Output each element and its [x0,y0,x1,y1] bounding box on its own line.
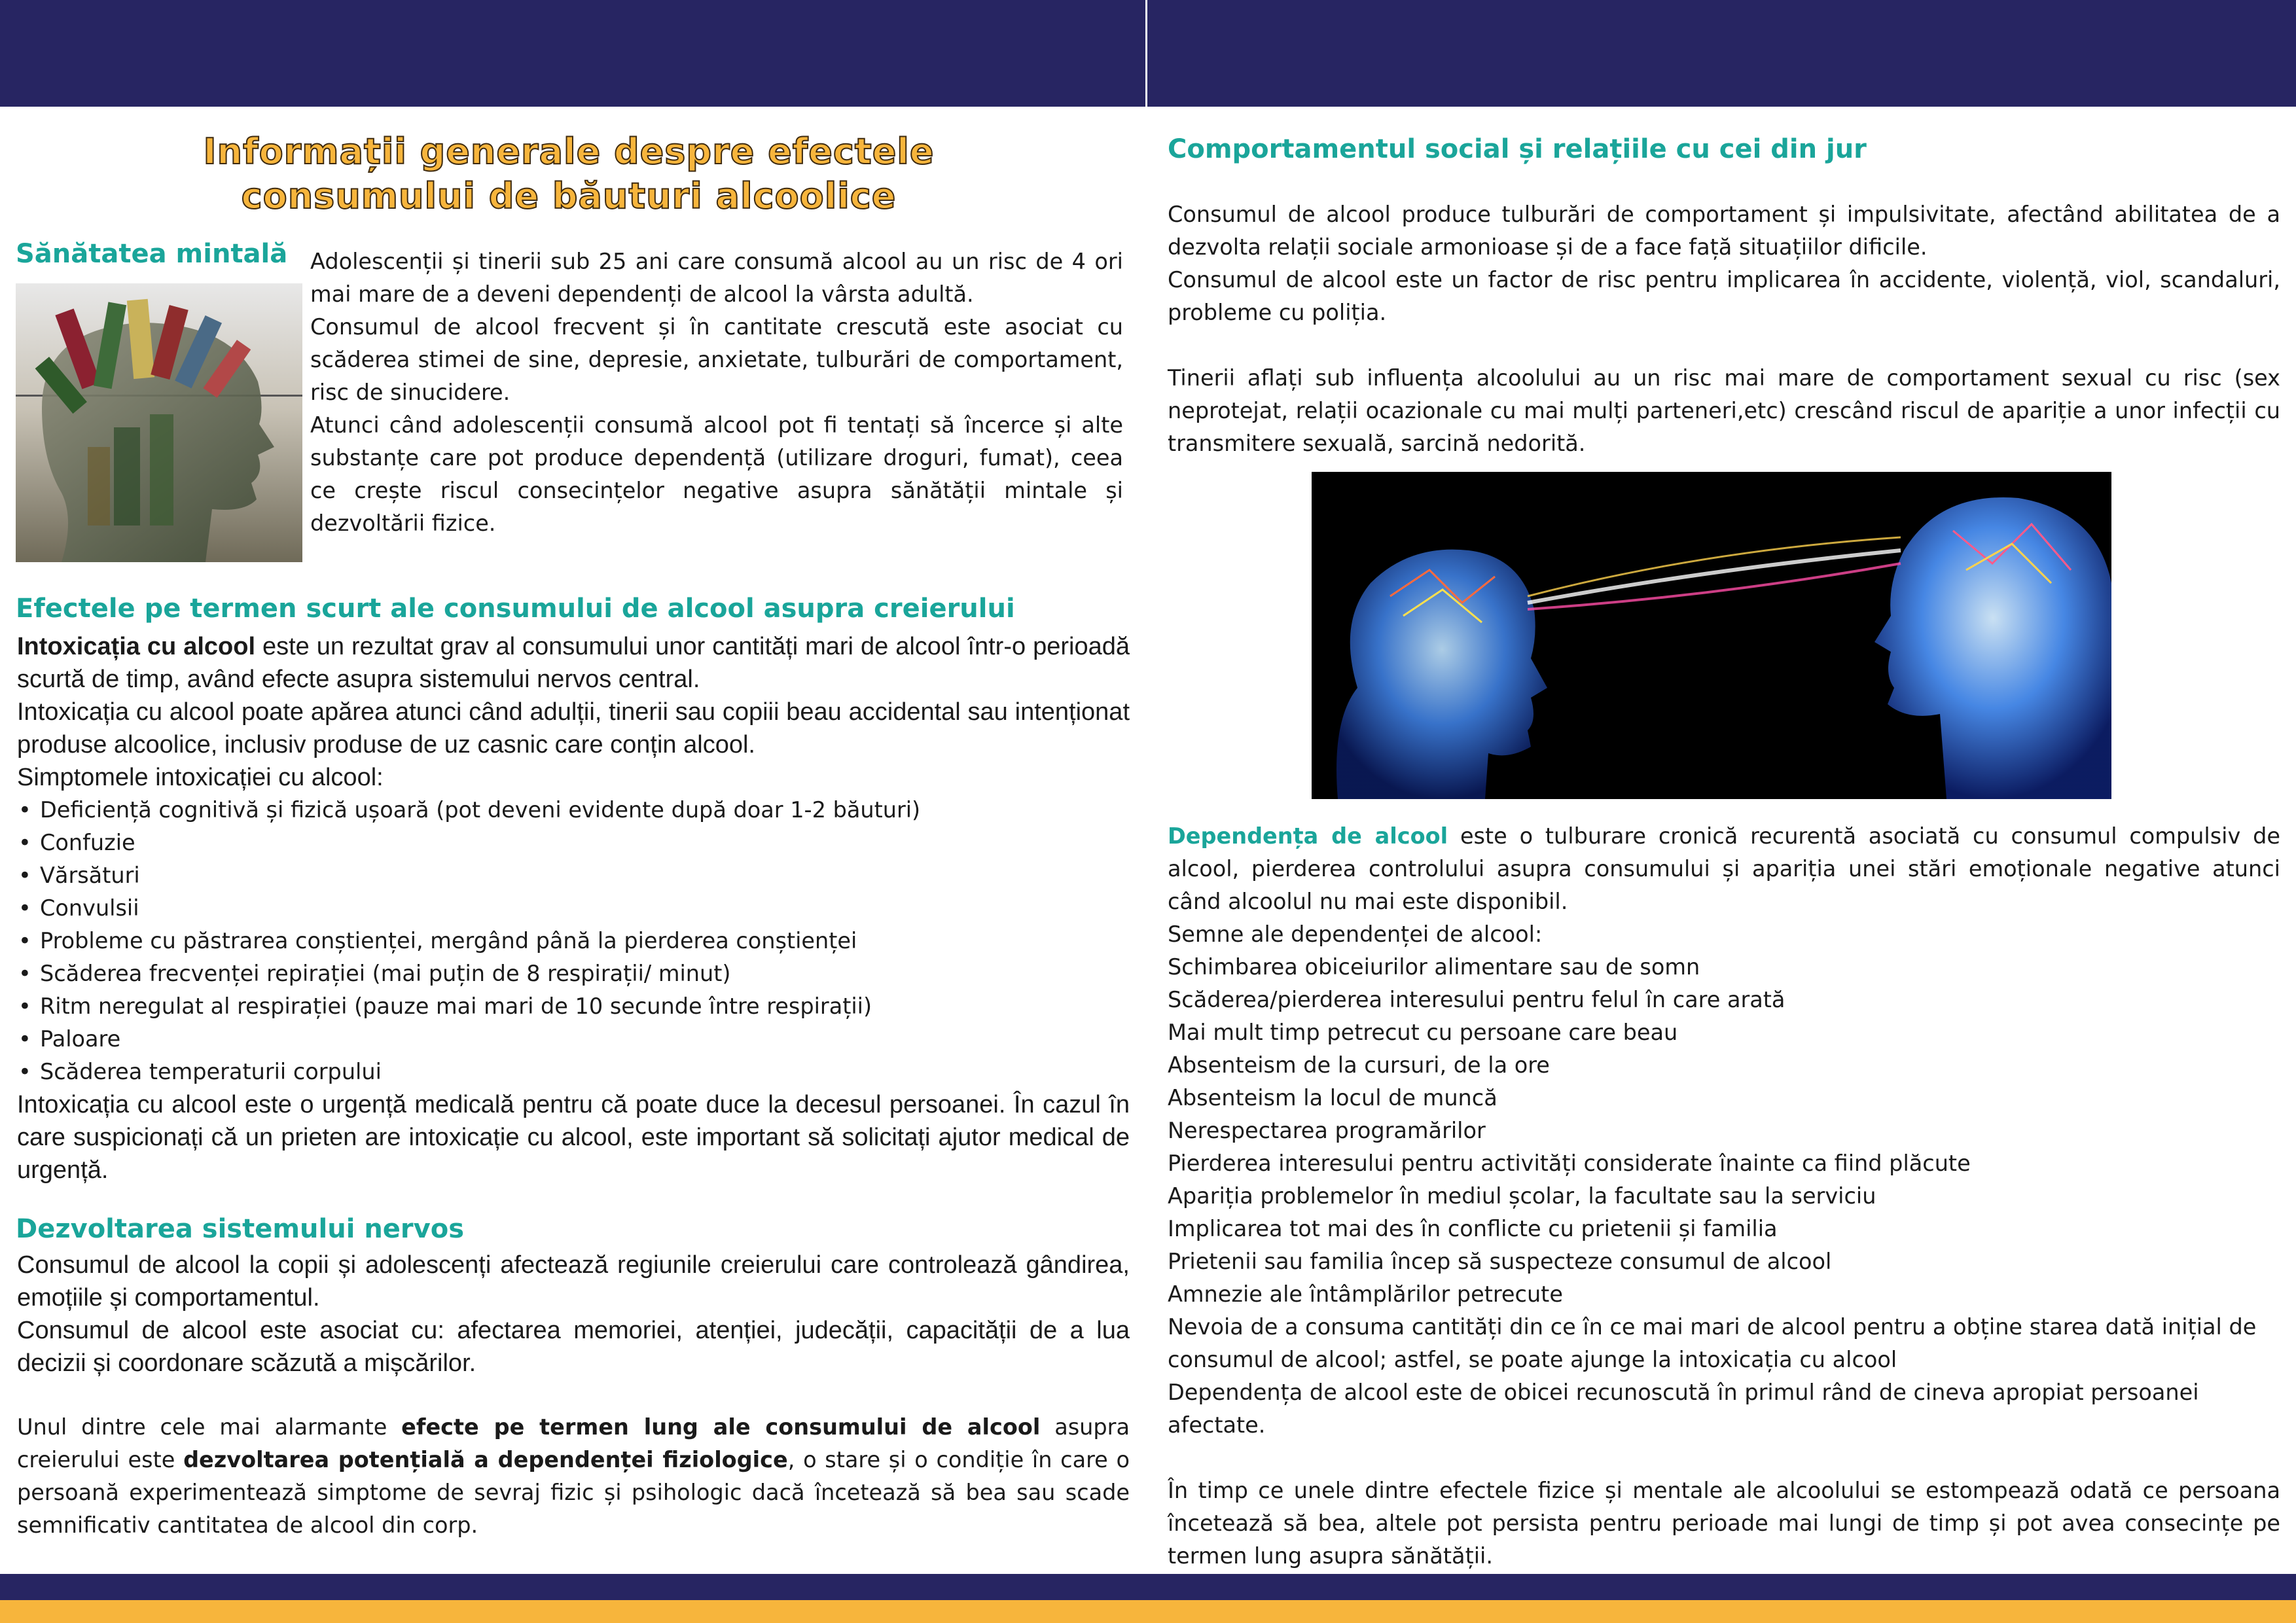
nervous-system-text [17,1249,1130,1380]
symptom-item: • Vărsături [17,859,1130,892]
symptom-item: • Deficiență cognitivă și fizică ușoară (pot deveni evidente după doar 1-2 băuturi) [17,794,1130,827]
social-p1: Consumul de alcool produce tulburări de comportament și impulsivitate, afectând abilitatea de a dezvolta relații sociale armonioase și de a face față situațiilor dificile. [1168,202,2280,260]
symptom-item: • Probleme cu păstrarea conștienței, mergând până la pierderea conștienței [17,925,1130,957]
long-term-d: dezvoltarea potențială a dependenței fiziologice [183,1447,788,1472]
emergency-text [17,1088,1130,1186]
heads-connection-image [1312,472,2111,799]
symptom-item: • Scăderea frecvenței repirației (mai puțin de 8 respirații/ minut) [17,957,1130,990]
sign-item: Scăderea/pierderea interesului pentru felul în care arată [1168,987,1785,1012]
sign-item: Absenteism la locul de muncă [1168,1085,1498,1111]
dependence-intro: este o tulburare cronică recurentă asociată cu consumul compulsiv de alcool, pierderea controlului asupra consumului și apariția unei stări emoționale negative atunci când alcoolul nu mai este disponibil. [1168,823,2280,914]
fold-line [1145,0,1147,107]
long-term-p [17,1411,1130,1542]
mental-health-text [310,245,1123,540]
sign-item: Implicarea tot mai des în conflicte cu prietenii și familia [1168,1216,1778,1241]
bottom-stripe [0,1600,2296,1623]
short-term-heading: Efectele pe termen scurt ale consumului de alcool asupra creierului [16,594,1015,624]
symptom-item: • Confuzie [17,827,1130,859]
long-term-b: efecte pe termen lung ale consumului de alcool [401,1414,1041,1440]
nervous-system-p1: Consumul de alcool la copii și adolescenți afectează regiunile creierului care controlează gândirea, emoțiile și comportamentul. [17,1251,1130,1311]
symptom-item: • Paloare [17,1023,1130,1056]
short-term-p1-rest: este un rezultat grav al consumului unor cantități mari de alcool într-o perioadă scurtă de timp, având efecte asupra sistemului nervos central. [17,633,1130,693]
social-p2: Consumul de alcool este un factor de risc pentru implicarea în accidente, violență, viol, scandaluri, probleme cu poliția. [1168,267,2280,325]
symptom-item: • Ritm neregulat al respirației (pauze mai mari de 10 secunde între respirații) [17,990,1130,1023]
sign-item: Absenteism de la cursuri, de la ore [1168,1052,1550,1078]
sign-item: Mai mult timp petrecut cu persoane care beau [1168,1020,1678,1045]
dependence-p [1168,820,2280,918]
mental-health-p1: Adolescenții și tinerii sub 25 ani care consumă alcool au un risc de 4 ori mai mare de a deveni dependenți de alcool la vârsta adultă. [310,249,1123,307]
sign-item: Pierderea interesului pentru activități considerate înainte ca fiind plăcute [1168,1150,1971,1176]
main-title [55,130,1083,219]
bottles-head-image [16,283,302,562]
short-term-p2: Intoxicația cu alcool poate apărea atunci când adulții, tinerii sau copiii beau accidental sau intenționat produse alcoolice, inclusiv produse de uz casnic care conțin alcool. [17,698,1130,758]
sign-item: Apariția problemelor în mediul școlar, la facultate sau la serviciu [1168,1183,1876,1209]
sign-item: Amnezie ale întâmplărilor petrecute [1168,1281,1563,1307]
short-term-text [17,630,1130,794]
mental-health-p2: Consumul de alcool frecvent și în cantitate crescută este asociat cu scăderea stimei de sine, depresie, anxietate, tulburări de comportament, risc de sinucidere. [310,314,1123,405]
short-term-p1 [17,630,1130,696]
dependence-text [1168,820,2280,1573]
intoxication-bold: Intoxicația cu alcool [17,633,256,660]
signs-label: Semne ale dependenței de alcool: [1168,921,1543,947]
symptoms-label: Simptomele intoxicației cu alcool: [17,764,384,791]
long-term-e: , o stare și o condiție în care o persoană experimentează simptome de sevraj fizic și psihologic dacă încetează să bea sau scade semnificativ cantitatea de alcool din corp. [17,1447,1130,1538]
dependence-final: În timp ce unele dintre efectele fizice și mentale ale alcoolului se estompează odată ce persoana încetează să bea, altele pot persista pentru perioade mai lungi de timp și pot avea consecințe pe termen lung asupra sănătății. [1168,1478,2280,1569]
main-title-line2: consumului de băuturi alcoolice [241,175,897,217]
sign-item: Nerespectarea programărilor [1168,1118,1486,1143]
nervous-system-heading: Dezvoltarea sistemului nervos [16,1214,465,1244]
symptoms-list [17,794,1130,1088]
mental-health-heading: Sănătatea mintală [16,239,288,269]
long-term-a: Unul dintre cele mai alarmante [17,1414,402,1440]
symptom-item: • Convulsii [17,892,1130,925]
bottom-band [0,1574,2296,1600]
symptom-item: • Scăderea temperaturii corpului [17,1056,1130,1088]
social-heading: Comportamentul social și relațiile cu cei din jur [1168,134,1867,164]
social-p3: Tinerii aflați sub influența alcoolului au un risc mai mare de comportament sexual cu risc (sex neprotejat, relații ocazionale cu mai mulți parteneri,etc) crescând riscul de apariție a unor infecții cu transmitere sexuală, sarcină nedorită. [1168,365,2280,456]
dependence-title: Dependența de alcool [1168,823,1448,849]
sign-item: Schimbarea obiceiurilor alimentare sau de somn [1168,954,1700,980]
sign-item: Nevoia de a consuma cantități din ce în ce mai mari de alcool pentru a obține starea dată inițial de consumul de alcool; astfel, se poate ajunge la intoxicația cu alcool [1168,1314,2257,1372]
long-term-c: asupra creierului este [17,1414,1130,1472]
sign-item: Prietenii sau familia încep să suspecteze consumul de alcool [1168,1249,1832,1274]
main-title-line1: Informații generale despre efectele [203,131,935,172]
short-term-p3: Intoxicația cu alcool este o urgență medicală pentru că poate duce la decesul persoanei. În cazul în care suspicionați că un prieten are intoxicație cu alcool, este important să solicitați ajutor medical de urgență. [17,1091,1130,1184]
mental-health-p3: Atunci când adolescenții consumă alcool pot fi tentați să încerce și alte substanțe care pot produce dependență (utilizare droguri, fumat), ceea ce crește riscul consecințelor negative asupra sănătății mintale și dezvoltării fizice. [310,412,1123,536]
social-text [1168,198,2280,460]
nervous-system-p2: Consumul de alcool este asociat cu: afectarea memoriei, atenției, judecății, capacității de a lua decizii și coordonare scăzută a mișcărilor. [17,1317,1130,1377]
top-band [0,0,2296,107]
signs-list [1168,951,2280,1442]
long-term-text [17,1411,1130,1542]
sign-item: Dependența de alcool este de obicei recunoscută în primul rând de cineva apropiat persoanei afectate. [1168,1380,2199,1438]
